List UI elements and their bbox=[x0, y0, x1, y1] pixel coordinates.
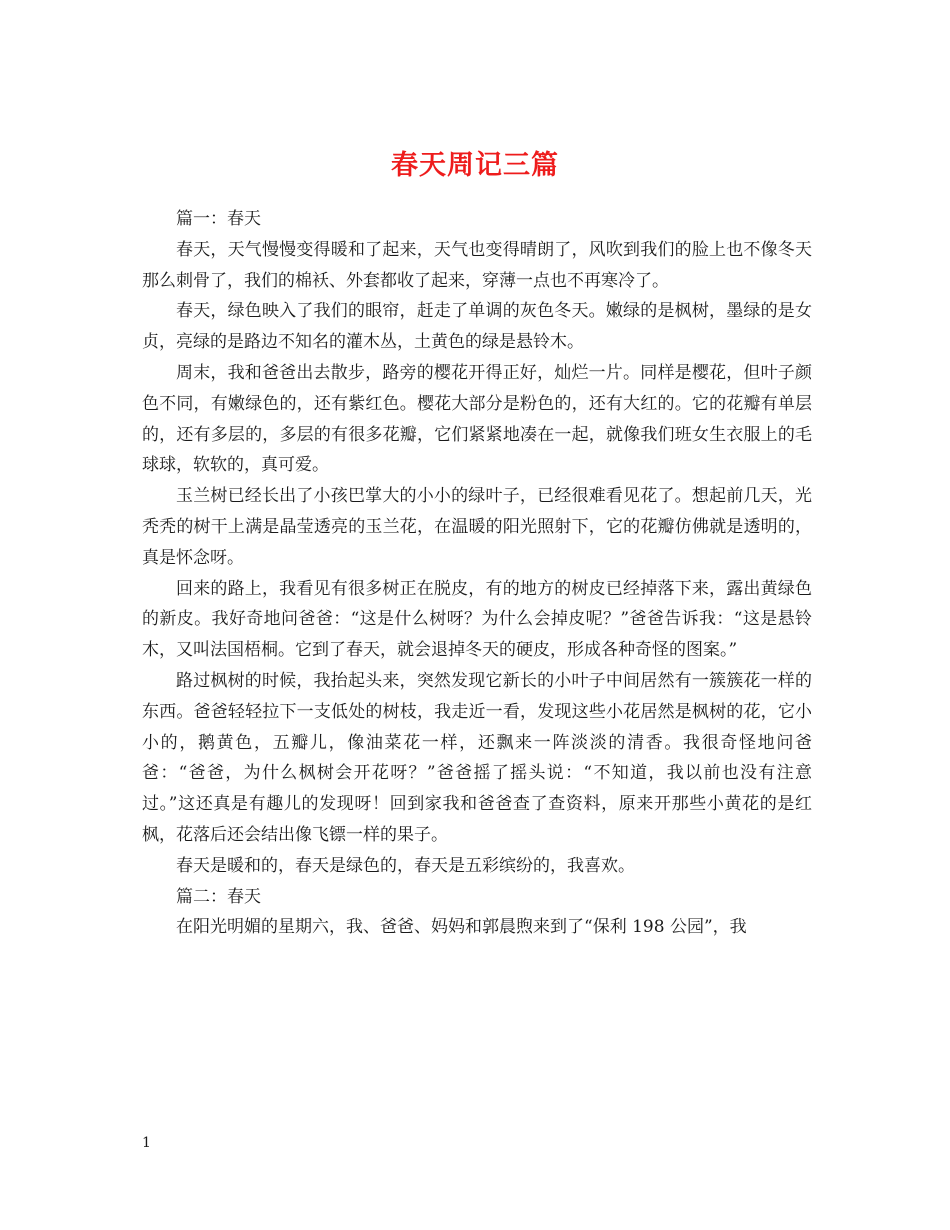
paragraph: 路过枫树的时候，我抬起头来，突然发现它新长的小叶子中间居然有一簇簇花一样的东西。爸爸轻轻拉下一支低处的树枝，我走近一看，发现这些小花居然是枫树的花，它小小的，鹅黄色，五瓣儿，像油菜花一样，还飘来一阵淡淡的清香。我很奇怪地问爸爸：“爸爸，为什么枫树会开花呀？”爸爸摇了摇头说：“不知道，我以前也没有注意过。”这还真是有趣儿的发现呀！回到家我和爸爸查了查资料，原来开那些小黄花的是红枫，花落后还会结出像飞镖一样的果子。 bbox=[142, 670, 812, 845]
paragraph: 周末，我和爸爸出去散步，路旁的樱花开得正好，灿烂一片。同样是樱花，但叶子颜色不同，有嫩绿色的，还有紫红色。樱花大部分是粉色的，还有大红的。它的花瓣有单层的，还有多层的，多层的有很多花瓣，它们紧紧地凑在一起，就像我们班女生衣服上的毛球球，软软的，真可爱。 bbox=[142, 362, 812, 476]
section-heading-2: 篇二：春天 bbox=[176, 886, 261, 907]
page-number: 1 bbox=[142, 1135, 151, 1151]
section-heading-1: 篇一：春天 bbox=[176, 209, 261, 229]
paragraph: 在阳光明媚的星期六，我、爸爸、妈妈和郭晨煦来到了“保利 198 公园”，我 bbox=[176, 917, 747, 938]
document-body bbox=[142, 204, 812, 943]
paragraph: 春天，绿色映入了我们的眼帘，赶走了单调的灰色冬天。嫩绿的是枫树，墨绿的是女贞，亮绿的是路边不知名的灌木丛，土黄色的绿是悬铃木。 bbox=[142, 301, 812, 353]
document-title: 春天周记三篇 bbox=[391, 150, 559, 182]
paragraph: 回来的路上，我看见有很多树正在脱皮，有的地方的树皮已经掉落下来，露出黄绿色的新皮。我好奇地问爸爸：“这是什么树呀？为什么会掉皮呢？”爸爸告诉我：“这是悬铃木，又叫法国梧桐。它到了春天，就会退掉冬天的硬皮，形成各种奇怪的图案。” bbox=[142, 578, 812, 661]
paragraph: 春天，天气慢慢变得暖和了起来，天气也变得晴朗了，风吹到我们的脸上也不像冬天那么刺骨了，我们的棉袄、外套都收了起来，穿薄一点也不再寒冷了。 bbox=[142, 239, 812, 291]
paragraph: 春天是暖和的，春天是绿色的，春天是五彩缤纷的，我喜欢。 bbox=[176, 855, 635, 876]
paragraph: 玉兰树已经长出了小孩巴掌大的小小的绿叶子，已经很难看见花了。想起前几天，光秃秃的树干上满是晶莹透亮的玉兰花，在温暖的阳光照射下，它的花瓣仿佛就是透明的，真是怀念呀。 bbox=[142, 486, 812, 568]
